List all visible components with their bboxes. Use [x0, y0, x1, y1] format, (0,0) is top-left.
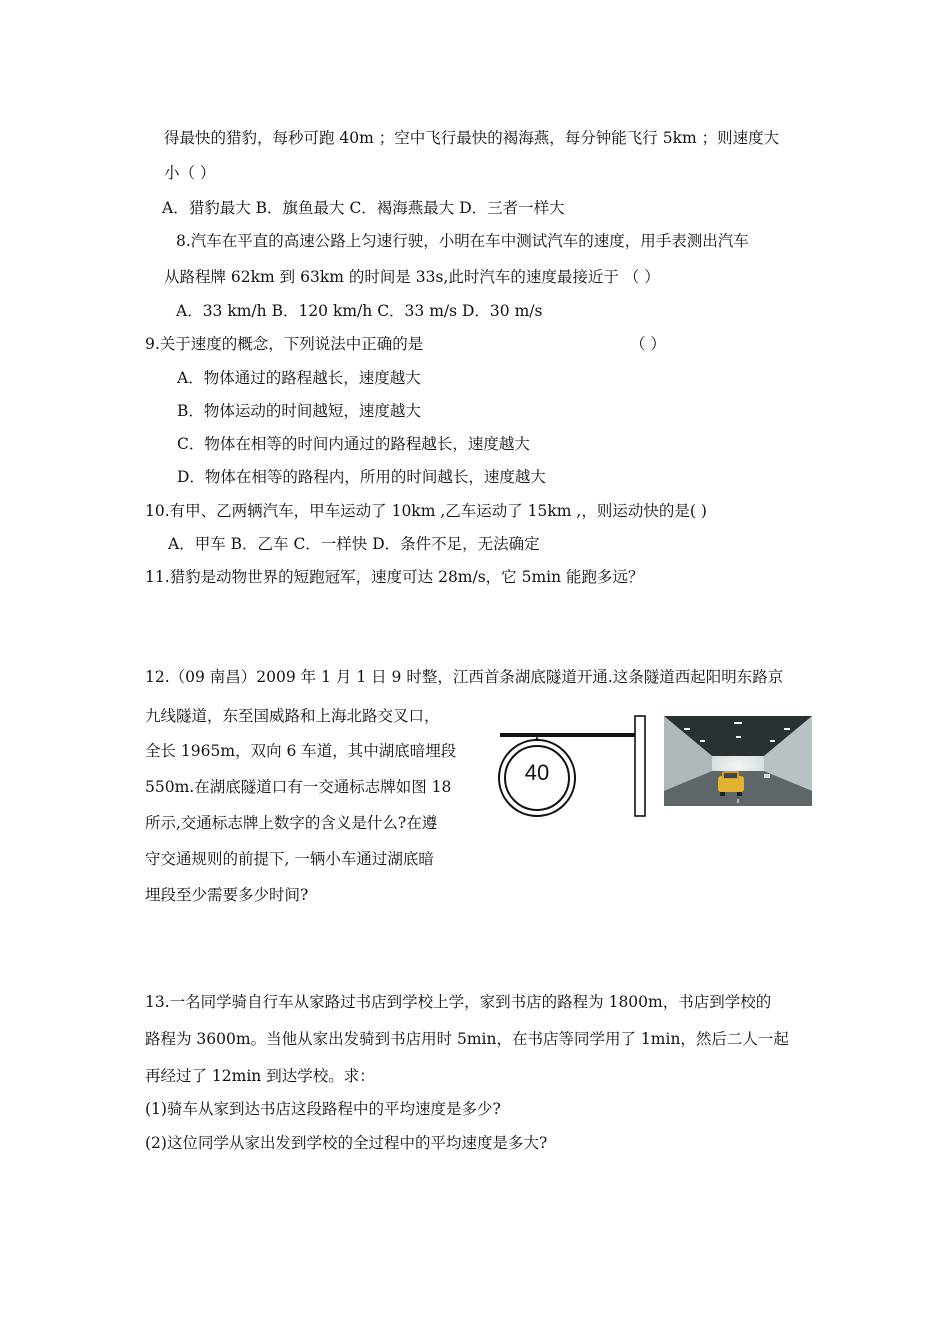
q8-line-2: 从路程牌 62km 到 63km 的时间是 33s,此时汽车的速度最接近于 （ ）: [164, 268, 660, 286]
q10-stem: 10.有甲、乙两辆汽车，甲车运动了 10km ,乙车运动了 15km ,，则运动快的是( ): [145, 502, 707, 520]
q13-line-3: 再经过了 12min 到达学校。求：: [145, 1067, 375, 1085]
q12-line-4: 550m.在湖底隧道口有一交通标志牌如图 18: [145, 778, 452, 796]
q13-line-1: 13.一名同学骑自行车从家路过书店到学校上学，家到书店的路程为 1800m，书店到学校的: [145, 993, 772, 1011]
q7-options: A．猎豹最大 B．旗鱼最大 C．褐海燕最大 D．三者一样大: [162, 199, 565, 217]
q11-stem: 11.猎豹是动物世界的短跑冠军，速度可达 28m/s，它 5min 能跑多远？: [145, 568, 644, 586]
q9-answer-paren: （ ）: [630, 335, 666, 353]
q8-line-1: 8.汽车在平直的高速公路上匀速行驶，小明在车中测试汽车的速度，用手表测出汽车: [176, 232, 749, 250]
q10-options: A．甲车 B．乙车 C．一样快 D．条件不足，无法确定: [168, 535, 540, 553]
q13-sub-question-1: (1)骑车从家到达书店这段路程中的平均速度是多少?: [145, 1100, 501, 1118]
q12-line-3: 全长 1965m，双向 6 车道，其中湖底暗埋段: [145, 742, 457, 760]
q7-line-2: 小（ ）: [164, 164, 216, 182]
q7-line-1: 得最快的猎豹，每秒可跑 40m ；空中飞行最快的褐海燕，每分钟能飞行 5km ；则速度大: [164, 129, 780, 147]
sign-post: [635, 716, 645, 816]
q9-stem: 9.关于速度的概念，下列说法中正确的是: [145, 335, 424, 353]
q9-option-a: A．物体通过的路程越长，速度越大: [177, 369, 421, 387]
speed-limit-number: 40: [524, 760, 550, 785]
q12-line-5: 所示,交通标志牌上数字的含义是什么?在遵: [145, 814, 438, 832]
q13-sub-question-2: (2)这位同学从家出发到学校的全过程中的平均速度是多大?: [145, 1134, 548, 1152]
traffic-sign-figure: [490, 708, 660, 828]
q9-option-d: D．物体在相等的路程内，所用的时间越长，速度越大: [177, 468, 546, 486]
q12-line-6: 守交通规则的前提下, 一辆小车通过湖底暗: [145, 850, 434, 868]
tunnel-photo: [664, 716, 812, 806]
q8-options: A．33 km/h B．120 km/h C．33 m/s D．30 m/s: [176, 302, 543, 320]
q9-option-c: C．物体在相等的时间内通过的路程越长，速度越大: [177, 435, 530, 453]
q12-line-2: 九线隧道，东至国威路和上海北路交叉口，: [145, 707, 440, 725]
q12-line-7: 埋段至少需要多少时间?: [145, 886, 309, 904]
q9-option-b: B．物体运动的时间越短，速度越大: [177, 402, 421, 420]
q12-line-1: 12.（09 南昌）2009 年 1 月 1 日 9 时整，江西首条湖底隧道开通.这条隧道西起阳明东路京: [145, 668, 784, 686]
q13-line-2: 路程为 3600m。当他从家出发骑到书店用时 5min，在书店等同学用了 1min，然后二人一起: [145, 1030, 789, 1048]
